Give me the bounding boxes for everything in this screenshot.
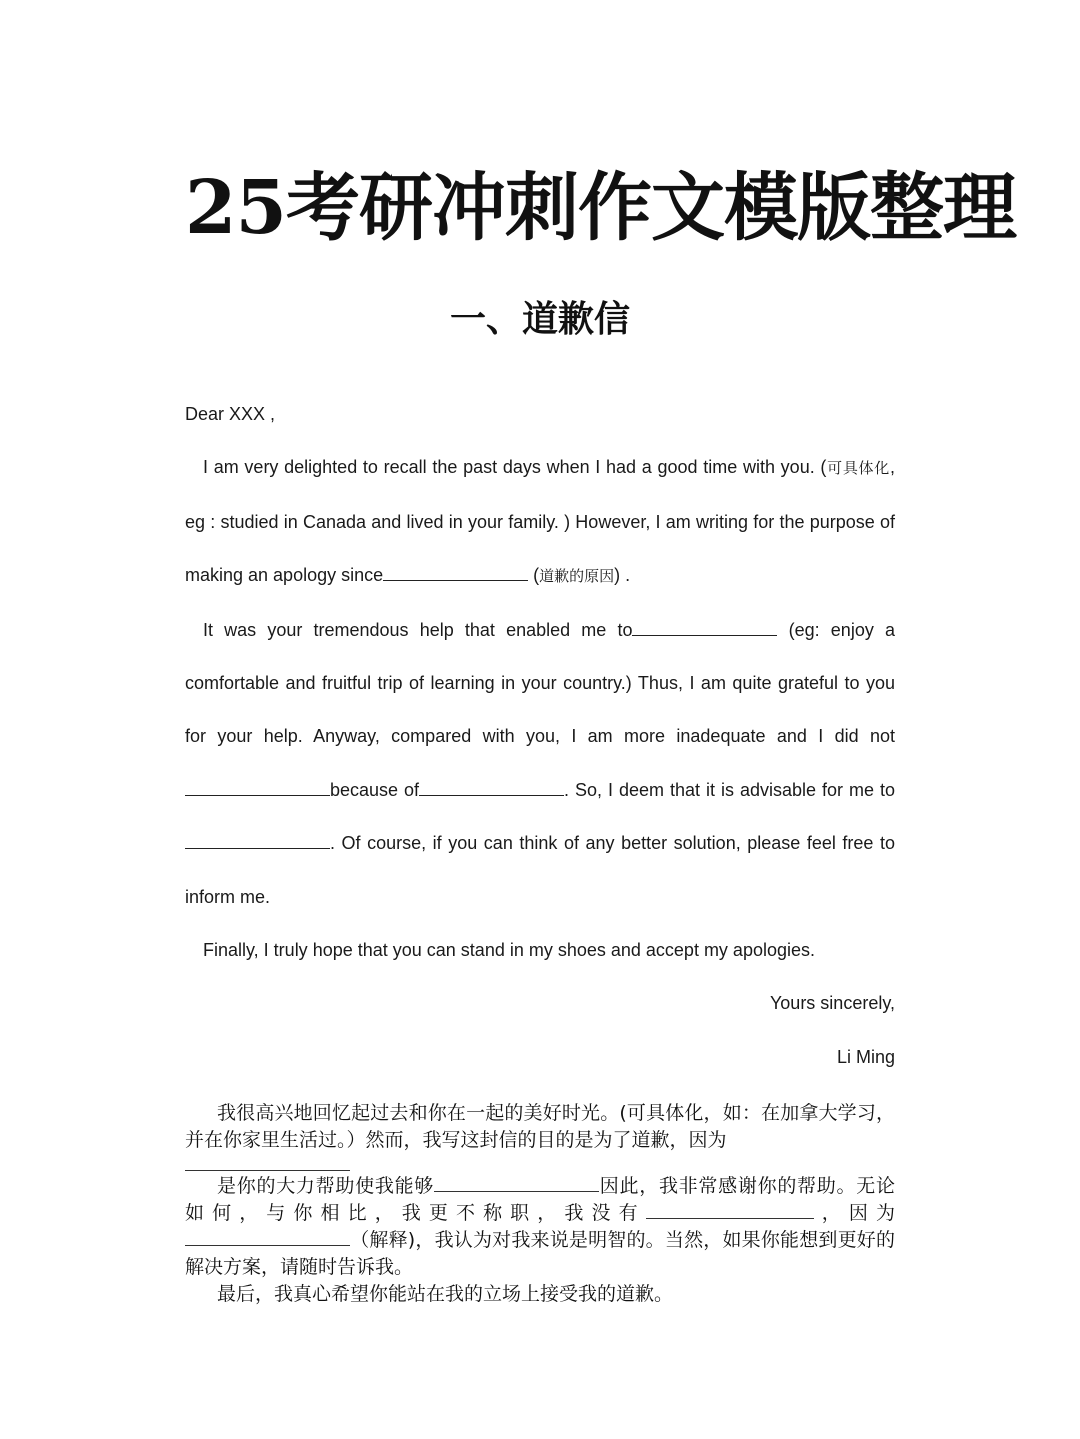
paragraph-note: 可具体化 <box>826 459 890 478</box>
paragraph-text: because of <box>330 779 420 800</box>
document-title: 25考研冲刺作文模版整理 <box>185 165 1016 251</box>
paragraph-text: ) . <box>614 565 631 586</box>
paragraph-text: It was your tremendous help that enabled me to <box>203 619 633 640</box>
letter-salutation: Dear XXX , <box>185 404 276 424</box>
letter-template <box>185 388 895 1084</box>
letter-paragraph-2 <box>185 604 895 924</box>
paragraph-text: (eg: enjoy a comfortable and fruitful trip of learning in your country.) Thus, I am quite grateful to you for your help. Anyway, compared with you, I am more inadequate and I did not <box>185 619 895 747</box>
fill-in-blank <box>185 1229 350 1246</box>
paragraph-text: . Of course, if you can think of any better solution, please feel free to inform me. <box>185 833 895 907</box>
fill-in-blank <box>434 1175 599 1192</box>
translation-text: 我很高兴地回忆起过去和你在一起的美好时光。(可具体化，如：在加拿大学习，并在你家里生活过。）然而，我写这封信的目的是为了道歉，因为 <box>185 1102 895 1151</box>
paragraph-text: ( <box>528 565 540 586</box>
translation-text: （解释)，我认为对我来说是明智的。当然，如果你能想到更好的解决方案，请随时告诉我。 <box>185 1229 895 1278</box>
translation-text: ，因为 <box>813 1202 895 1224</box>
paragraph-note: 道歉的原因 <box>539 567 615 586</box>
letter-paragraph-1 <box>185 441 895 603</box>
letter-paragraph-3: Finally, I truly hope that you can stand in my shoes and accept my apologies. <box>203 940 815 961</box>
fill-in-blank <box>419 781 564 796</box>
paragraph-text: I am very delighted to recall the past days when I had a good time with you. ( <box>203 457 827 478</box>
letter-closing: Yours sincerely, <box>769 993 895 1014</box>
fill-in-blank <box>632 621 777 636</box>
translation-paragraph-2 <box>185 1173 895 1281</box>
paragraph-text: . So, I deem that it is advisable for me to <box>564 779 895 800</box>
paragraph-text: , eg : studied in Canada and lived in your family. ) However, I am writing for the purpose of making an apology since <box>185 457 895 586</box>
fill-in-blank <box>646 1202 814 1219</box>
fill-in-blank <box>383 566 528 581</box>
fill-in-blank <box>185 834 330 849</box>
translation-paragraph-1 <box>185 1100 895 1154</box>
translation-text: 是你的大力帮助使我能够 <box>217 1175 435 1197</box>
translation-paragraph-3: 最后，我真心希望你能站在我的立场上接受我的道歉。 <box>217 1283 674 1305</box>
chinese-translation <box>185 1100 895 1308</box>
translation-text: 因此，我非常感谢你的帮助。无论如何，与你相比，我更不称职，我没有 <box>185 1175 895 1224</box>
fill-in-blank <box>185 1154 350 1171</box>
letter-signature: Li Ming <box>836 1046 895 1067</box>
fill-in-blank <box>185 781 330 796</box>
section-heading: 一、道歉信 <box>449 299 630 340</box>
